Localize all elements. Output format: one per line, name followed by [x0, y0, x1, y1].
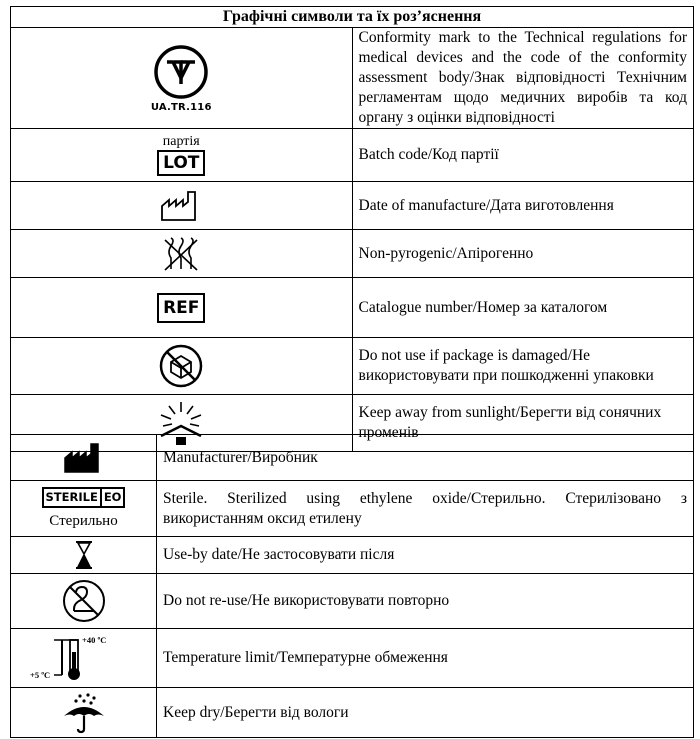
table-row: [11, 435, 694, 481]
table-title: Графічні символи та їх роз’яснення: [11, 7, 694, 28]
sterile-eo-icon: STERILE EO: [42, 487, 126, 508]
sterile-label: Стерильно: [49, 513, 118, 529]
non-pyrogenic-icon: [161, 236, 201, 272]
date-of-manufacture-icon: [159, 189, 203, 223]
table-row: [11, 574, 694, 629]
table-row: [11, 481, 694, 537]
row-description: Batch code/Код партії: [352, 129, 694, 182]
table-row: [11, 278, 694, 338]
do-not-reuse-icon: [61, 578, 107, 624]
row-description: Manufacturer/Виробник: [157, 435, 694, 481]
lot-icon: LOT: [157, 150, 205, 176]
row-description: Non-pyrogenic/Апірогенно: [352, 230, 694, 278]
symbols-table-part2: [10, 434, 694, 738]
row-description: Use-by date/Не застосовувати після: [157, 537, 694, 574]
ref-icon: REF: [157, 293, 205, 323]
table-row: [11, 338, 694, 395]
ua-mark-caption: UA.TR.116: [150, 101, 212, 113]
lot-label: партія: [162, 134, 200, 149]
manufacturer-icon: [62, 441, 106, 475]
row-description: Conformity mark to the Technical regulations for medical devices and the code of the conformity assessment body/Знак відповідності Технічним регламентам щодо медичних виробів та код органу з оцінки відповідності: [352, 28, 694, 129]
row-description: Catalogue number/Номер за каталогом: [352, 278, 694, 338]
table-row: [11, 537, 694, 574]
row-description: Keep dry/Берегти від вологи: [157, 688, 694, 738]
table-row: [11, 230, 694, 278]
table-row: [11, 629, 694, 688]
row-description: Date of manufacture/Дата виготовлення: [352, 182, 694, 230]
temp-high-label: +40 ºC: [81, 635, 106, 645]
ua-conformity-mark-icon: [153, 44, 209, 100]
row-description: Keep away from sunlight/Берегти від сонячних променів: [352, 395, 694, 452]
umbrella-icon: [60, 692, 108, 734]
table-row: [11, 28, 694, 129]
table-row: [11, 182, 694, 230]
row-description: Do not re-use/Не використовувати повторно: [157, 574, 694, 629]
temp-low-label: +5 ºC: [29, 670, 50, 680]
table-row: [11, 688, 694, 738]
damaged-package-icon: [158, 343, 204, 389]
symbols-table-part1: [10, 6, 694, 452]
hourglass-icon: [74, 540, 94, 570]
table-row: [11, 129, 694, 182]
row-description: Sterile. Sterilized using ethylene oxide/Стерильно. Стерилізовано з використанням оксид етилену: [157, 481, 694, 537]
row-description: Do not use if package is damaged/Не використовувати при пошкодженні упаковки: [352, 338, 694, 395]
row-description: Temperature limit/Температурне обмеження: [157, 629, 694, 688]
temperature-limit-icon: [24, 632, 144, 684]
